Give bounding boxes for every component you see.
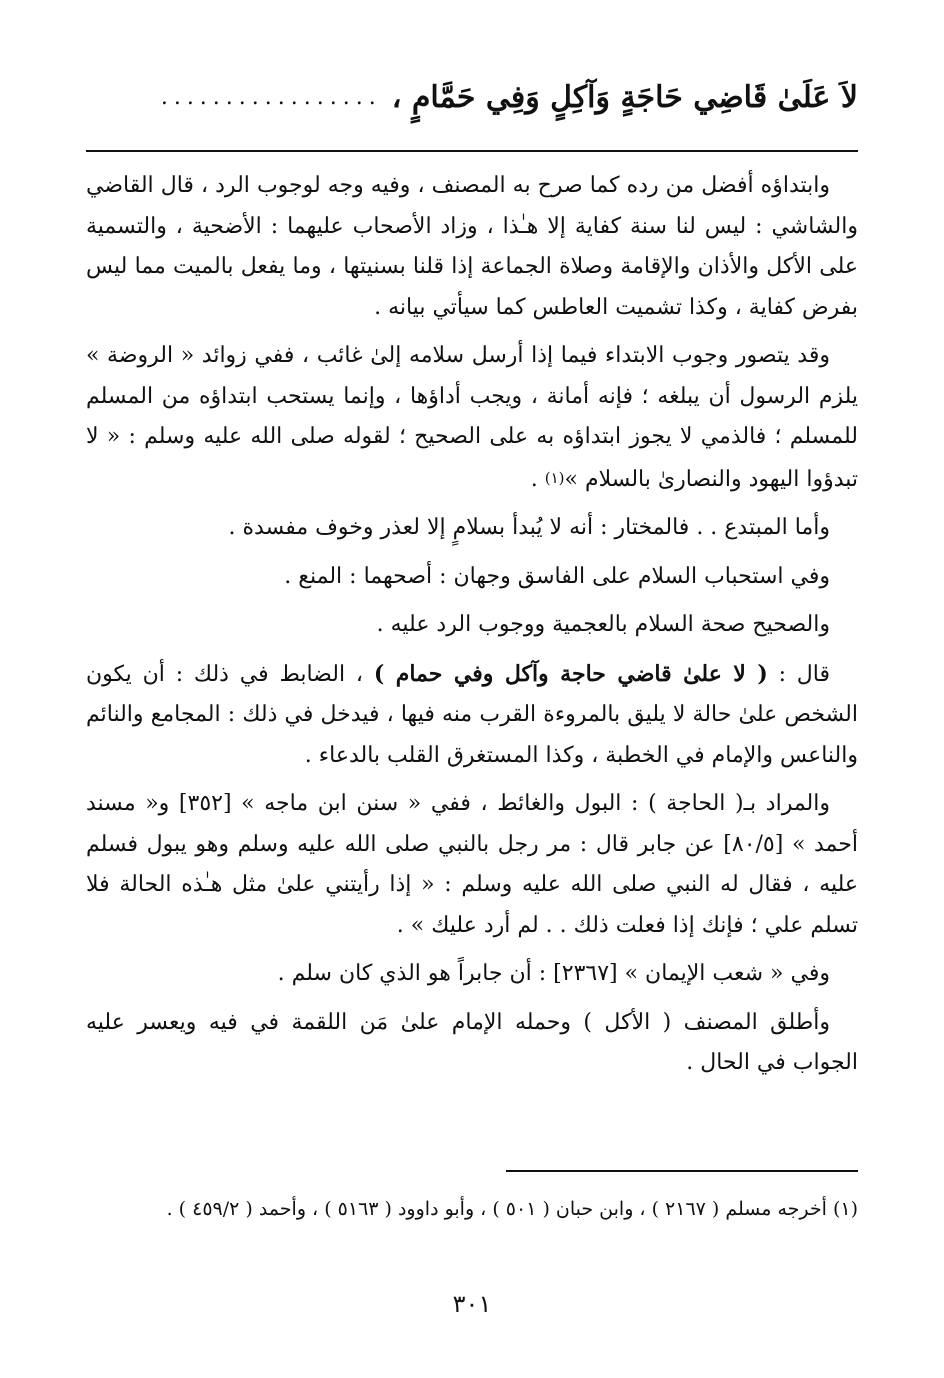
header-rule bbox=[86, 150, 858, 152]
page-number: ٣٠١ bbox=[452, 1290, 492, 1318]
paragraph-1: وابتداؤه أفضل من رده كما صرح به المصنف ، وفيه وجه لوجوب الرد ، قال القاضي والشاشي : ليس لنا سنة كفاية إلا هـٰذا ، وزاد الأصحاب عليهما : الأضحية ، والتسمية على الأكل والأذان والإقامة وصلاة الجماعة إذا قلنا بسنيتها ، وما يفعل بالميت مما ليس بفرض كفاية ، وكذا تشميت العاطس كما سيأتي بيانه . bbox=[86, 173, 858, 320]
footnote-reference: (١) bbox=[544, 468, 565, 487]
footnote-rule bbox=[506, 1170, 858, 1172]
quoted-matn: ( لا علىٰ قاضي حاجة وآكل وفي حمام ) bbox=[373, 660, 768, 687]
footnote: (١) أخرجه مسلم ( ٢١٦٧ ) ، وابن حبان ( ٥٠١ ) ، وأبو داوود ( ٥١٦٣ ) ، وأحمد ( ٤٥٩/٢ ) . bbox=[166, 1198, 858, 1220]
quote-separator: ، bbox=[345, 661, 374, 687]
paragraph-2 bbox=[86, 336, 858, 500]
paragraph-6-text: الضابط في ذلك : أن يكون الشخص علىٰ حالة لا يليق بالمروءة القرب منه فيها ، فيدخل في ذلك : المجامع والنائم والناعس والإمام في الخطبة ، وكذا المستغرق القلب بالدعاء . bbox=[86, 661, 858, 768]
paragraph-6 bbox=[86, 654, 858, 777]
paragraph-5: والصحيح صحة السلام بالعجمية ووجوب الرد عليه . bbox=[376, 612, 830, 637]
qala-prefix: قال : bbox=[767, 661, 831, 687]
header-title: لاَ عَلَىٰ قَاضِي حَاجَةٍ وَآكِلٍ وَفِي حَمَّامٍ ، bbox=[391, 80, 858, 115]
paragraph-7: والمراد بـ( الحاجة ) : البول والغائط ، ففي « سنن ابن ماجه » [٣٥٢] و« مسند أحمد » [٨٠/٥] عن جابر قال : مر رجل بالنبي صلى الله عليه وسلم وهو يبول فسلم عليه ، فقال له النبي صلى الله عليه وسلم : « إذا رأيتني علىٰ مثل هـٰذه الحالة فلا تسلم علي ؛ فإنك إذا فعلت ذلك . . لم أرد عليك » . bbox=[86, 791, 858, 938]
paragraph-2-end: . bbox=[530, 466, 545, 492]
running-header bbox=[86, 78, 858, 118]
paragraph-8: وفي « شعب الإيمان » [٢٣٦٧] : أن جابراً هو الذي كان سلم . bbox=[277, 961, 830, 986]
main-text bbox=[86, 166, 858, 1092]
header-dot-leader: ................. bbox=[160, 85, 382, 110]
paragraph-3: وأما المبتدع . . فالمختار : أنه لا يُبدأ بسلامٍ إلا لعذر وخوف مفسدة . bbox=[228, 515, 830, 540]
paragraph-4: وفي استحباب السلام على الفاسق وجهان : أصحهما : المنع . bbox=[284, 563, 830, 589]
paragraph-2-text: وقد يتصور وجوب الابتداء فيما إذا أرسل سلامه إلىٰ غائب ، ففي زوائد « الروضة » يلزم الرسول أن يبلغه ؛ فإنه أمانة ، ويجب أداؤها ، وإنما يستحب ابتداؤه من المسلم للمسلم ؛ فالذمي لا يجوز ابتداؤه به على الصحيح ؛ لقوله صلى الله عليه وسلم : « لا تبدؤوا اليهود والنصارىٰ بالسلام » bbox=[86, 343, 858, 492]
paragraph-9: وأطلق المصنف ( الأكل ) وحمله الإمام علىٰ مَن اللقمة في فيه ويعسر عليه الجواب في الحال . bbox=[86, 1009, 858, 1075]
